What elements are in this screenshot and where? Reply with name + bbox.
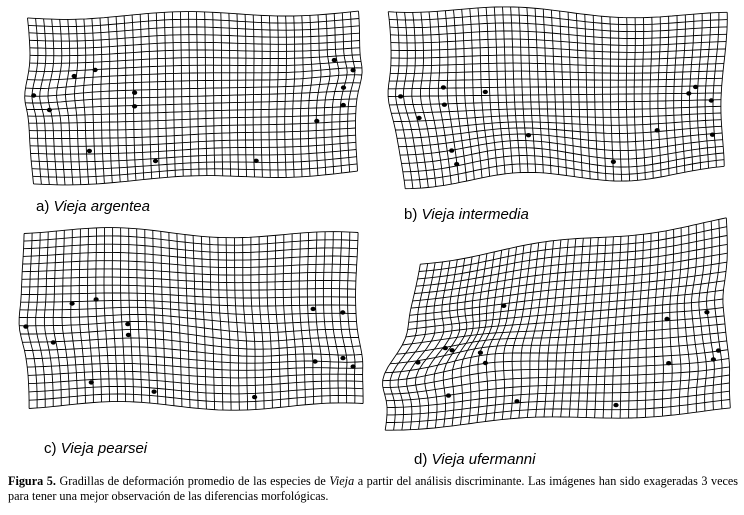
grid-d-vertical-line <box>569 238 583 417</box>
figure-caption <box>8 474 738 504</box>
grid-d-horizontal-line <box>406 308 723 337</box>
grid-d-lines <box>383 218 731 430</box>
grid-d-landmark <box>514 399 519 403</box>
grid-d-vertical-line <box>390 264 428 431</box>
grid-d-landmark <box>704 310 709 314</box>
panel-b-species: Vieja intermedia <box>421 206 529 223</box>
grid-d-landmark <box>666 361 671 365</box>
grid-d-vertical-line <box>715 219 722 408</box>
grid-d-vertical-line <box>612 236 621 418</box>
grid-d-landmark <box>501 304 506 308</box>
panel-c-letter: c) <box>44 440 57 457</box>
grid-d-landmark <box>443 346 448 350</box>
grid-d-horizontal-line <box>409 290 724 322</box>
grid-d-landmark <box>664 317 669 321</box>
panel-b-letter: b) <box>404 206 418 223</box>
grid-d-vertical-line <box>677 228 681 414</box>
caption-text-after-genus: a partir del análisis discriminante. Las imágenes han sido exageradas 3 veces para tener una mejor observación de las diferencias morfológicas. <box>8 474 739 503</box>
panel-c-species: Vieja pearsei <box>60 440 148 457</box>
grid-d-vertical-line <box>620 236 628 418</box>
grid-d-vertical-line <box>646 233 652 417</box>
caption-genus: Vieja <box>329 474 355 488</box>
grid-d-vertical-line <box>629 235 636 418</box>
grid-d-vertical-line <box>383 264 421 430</box>
grid-d-landmark <box>450 348 455 352</box>
panel-d-species: Vieja ufermanni <box>431 451 536 468</box>
panel-d-label <box>414 451 535 468</box>
grid-d-vertical-line <box>561 239 576 417</box>
grid-d-vertical-line <box>637 234 644 418</box>
grid-d-landmark <box>478 351 483 355</box>
grid-d-vertical-line <box>552 239 568 417</box>
grid-d-vertical-line <box>707 221 715 410</box>
caption-text-before-genus: Gradillas de deformación promedio de las especies de <box>59 474 326 488</box>
grid-d-landmark <box>415 360 420 364</box>
grid-d-landmark <box>613 403 618 407</box>
panel-a-letter: a) <box>36 198 50 215</box>
grid-d-vertical-line <box>670 229 674 415</box>
grid-d-landmark <box>483 361 488 365</box>
grid-d-horizontal-line <box>387 383 729 408</box>
grid-d-vertical-line <box>654 232 659 417</box>
grid-d-landmark <box>446 393 451 397</box>
grid-d-vertical-line <box>723 218 730 408</box>
grid-d-vertical-line <box>699 223 707 411</box>
grid-d-vertical-line <box>662 231 666 416</box>
grid-d-horizontal-line <box>420 218 726 264</box>
grid-d-vertical-line <box>460 254 487 425</box>
figure-label: Figura 5. <box>8 474 56 488</box>
grid-d-landmark <box>711 357 716 361</box>
grid-d-landmark <box>716 348 721 352</box>
panel-a-species: Vieja argentea <box>53 198 150 215</box>
panel-d-letter: d) <box>414 451 428 468</box>
grid-d-horizontal-line <box>385 367 730 394</box>
grid-d-horizontal-line <box>386 400 730 423</box>
grid-d-vertical-line <box>684 226 689 413</box>
grid-d-horizontal-line <box>386 375 729 401</box>
grid-d-horizontal-line <box>387 391 730 415</box>
